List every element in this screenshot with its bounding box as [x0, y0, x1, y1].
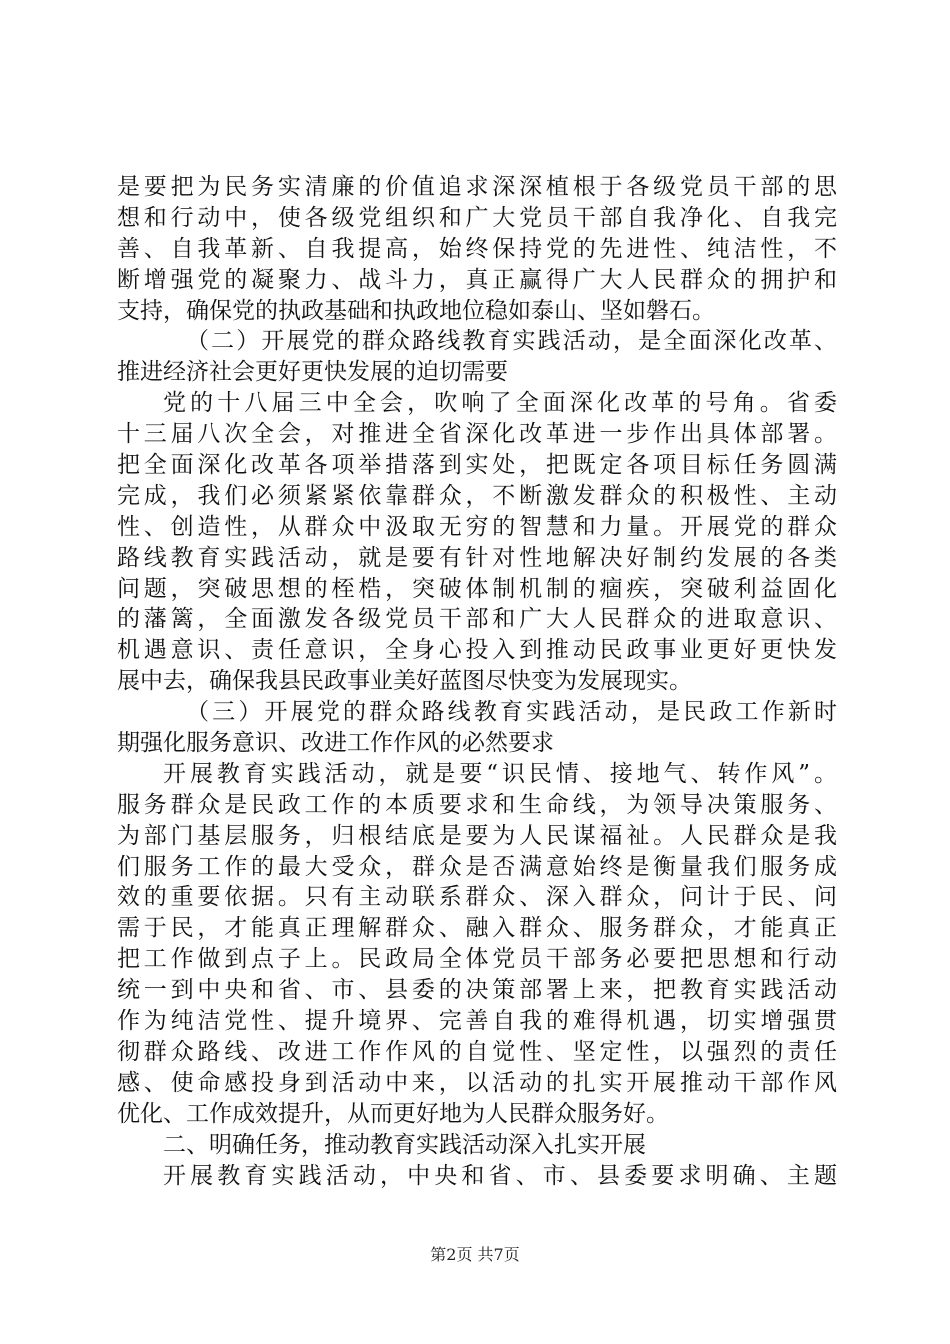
text-line: 感、使命感投身到活动中来，以活动的扎实开展推动干部作风	[117, 1069, 837, 1096]
text-line: 服务群众是民政工作的本质要求和生命线，为领导决策服务、	[117, 791, 837, 818]
text-line: 断增强党的凝聚力、战斗力，真正赢得广大人民群众的拥护和	[117, 266, 837, 293]
text-line: 为部门基层服务，归根结底是要为人民谋福祉。人民群众是我	[117, 822, 837, 849]
text-line: 效的重要依据。只有主动联系群众、深入群众，问计于民、问	[117, 884, 837, 911]
text-line: 展中去，确保我县民政事业美好蓝图尽快变为发展现实。	[117, 668, 692, 695]
text-line: 们服务工作的最大受众，群众是否满意始终是衡量我们服务成	[117, 853, 837, 880]
text-line: 十三届八次全会，对推进全省深化改革进一步作出具体部署。	[117, 421, 837, 448]
text-line: 想和行动中，使各级党组织和广大党员干部自我净化、自我完	[117, 204, 837, 231]
text-line: 彻群众路线、改进工作作风的自觉性、坚定性，以强烈的责任	[117, 1038, 837, 1065]
section-heading-line: （三）开展党的群众路线教育实践活动，是民政工作新时	[186, 699, 837, 726]
text-line: 优化、工作成效提升，从而更好地为人民群众服务好。	[117, 1100, 669, 1127]
section-heading-line: （二）开展党的群众路线教育实践活动，是全面深化改革、	[186, 328, 837, 355]
document-body	[117, 172, 837, 1191]
text-line: 把工作做到点子上。民政局全体党员干部务必要把思想和行动	[117, 946, 837, 973]
text-line: 路线教育实践活动，就是要有针对性地解决好制约发展的各类	[117, 544, 837, 571]
text-line: 支持，确保党的执政基础和执政地位稳如泰山、坚如磐石。	[117, 297, 715, 324]
section-heading-line: 二、明确任务，推动教育实践活动深入扎实开展	[163, 1131, 646, 1158]
text-line: 是要把为民务实清廉的价值追求深深植根于各级党员干部的思	[117, 174, 837, 200]
text-line: 统一到中央和省、市、县委的决策部署上来，把教育实践活动	[117, 977, 837, 1004]
text-line: 问题，突破思想的桎梏，突破体制机制的痼疾，突破利益固化	[117, 575, 837, 602]
text-line: 完成，我们必须紧紧依靠群众，不断激发群众的积极性、主动	[117, 482, 837, 509]
text-line: 需于民，才能真正理解群众、融入群众、服务群众，才能真正	[117, 915, 837, 942]
text-line: 善、自我革新、自我提高，始终保持党的先进性、纯洁性，不	[117, 235, 837, 262]
section-heading-line: 推进经济社会更好更快发展的迫切需要	[117, 359, 508, 386]
text-line: 作为纯洁党性、提升境界、完善自我的难得机遇，切实增强贯	[117, 1008, 837, 1035]
text-line: 的藩篱，全面激发各级党员干部和广大人民群众的进取意识、	[117, 606, 837, 633]
text-line: 把全面深化改革各项举措落到实处，把既定各项目标任务圆满	[117, 452, 837, 479]
text-line: 开展教育实践活动，中央和省、市、县委要求明确、主题	[163, 1162, 837, 1189]
section-heading-line: 期强化服务意识、改进工作作风的必然要求	[117, 730, 554, 757]
text-line: 党的十八届三中全会，吹响了全面深化改革的号角。省委	[163, 390, 837, 417]
page-number-footer: 第2页 共7页	[430, 1245, 520, 1264]
text-line: 机遇意识、责任意识，全身心投入到推动民政事业更好更快发	[117, 637, 837, 664]
text-line: 开展教育实践活动，就是要“识民情、接地气、转作风”。	[163, 760, 837, 787]
text-line: 性、创造性，从群众中汲取无穷的智慧和力量。开展党的群众	[117, 513, 837, 540]
